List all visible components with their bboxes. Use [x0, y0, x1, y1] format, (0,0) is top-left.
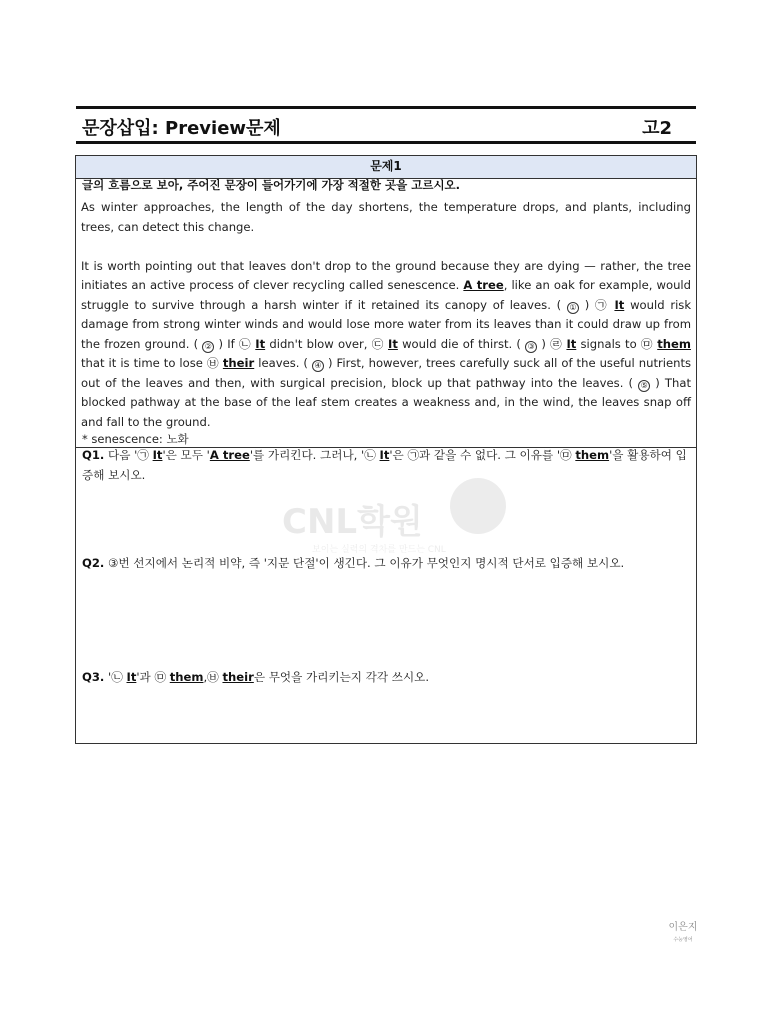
marker-c: ㉢	[371, 336, 384, 351]
underlined-their: their	[222, 356, 255, 370]
choice-1: ①	[567, 302, 579, 314]
underlined-them: them	[657, 336, 691, 351]
footnote: * senescence: 노화	[82, 432, 189, 446]
choice-2: ②	[202, 341, 214, 353]
marker-b: ㉡	[238, 336, 252, 351]
underlined-it-4: It	[566, 336, 577, 351]
marker-e: ㉤	[640, 336, 654, 351]
underlined-it-3: It	[388, 336, 398, 351]
problem-instruction: 글의 흐름으로 보아, 주어진 문장이 들어가기에 가장 적절한 곳을 고르시오.	[82, 178, 461, 192]
underlined-a-tree: A tree	[463, 278, 504, 292]
page-header	[76, 106, 696, 144]
question-3: Q3. '㉡ It'과 ㉤ them,㉥ their은 무엇을 가리키는지 각각 쓰시오.	[82, 670, 430, 684]
passage	[81, 198, 691, 432]
marker-f: ㉥	[206, 356, 219, 370]
marker-a: ㉠	[595, 297, 609, 312]
page-title: 문장삽입: Preview문제	[82, 118, 281, 139]
question-2: Q2. ③번 선지에서 논리적 비약, 즉 '지문 단절'이 생긴다. 그 이유가 무엇인지 명시적 단서로 입증해 보시오.	[82, 556, 625, 570]
question-number: Q2.	[82, 556, 105, 570]
question-1: Q1. 다음 '㉠ It'은 모두 'A tree'를 가리킨다. 그러나, '㉡ It'은 ㉠과 같을 수 없다. 그 이유를 '㉤ them'을 활용하여 입증해 보시오.	[82, 448, 687, 482]
passage-body: It is worth pointing out that leaves don't drop to the ground because they are dying — rather, the tree initiates an active process of clever recycling called senescence. A tree, like an oak for example, would struggle to survive through a harsh winter if it retained its canopy of leaves. ( ① ) ㉠ It would risk damage from strong winter winds and would lose more water from its leaves than it could draw up from the frozen ground. ( ② ) If ㉡ It didn't blow over, ㉢ It would die of thirst. ( ③ ) ㉣ It signals to ㉤ them that it is time to lose ㉥ their leaves. ( ④ ) First, however, trees carefully suck all of the useful nutrients out of the leaves and then, with surgical precision, block up that pathway into the leaves. ( ⑤ ) That blocked pathway at the base of the leaf stem creates a weakness and, in the wind, the leaves snap off and fall to the ground.	[81, 258, 692, 429]
watermark-slogan: 보이는 실력의 격차를 만드는 CNL	[312, 545, 446, 555]
problem-box	[75, 155, 697, 744]
choice-4: ④	[312, 360, 324, 372]
underlined-it-2: It	[255, 336, 266, 351]
problem-label: 문제1	[76, 156, 696, 179]
choice-3: ③	[525, 341, 537, 353]
given-sentence: As winter approaches, the length of the day shortens, the temperature drops, and plants, including trees, can detect this change.	[81, 200, 691, 234]
question-number: Q1.	[82, 448, 105, 462]
logo-text: 이은지	[668, 922, 698, 933]
underlined-it-1: It	[614, 297, 625, 312]
watermark-brand: CNL학원	[282, 502, 423, 542]
choice-5: ⑤	[638, 380, 650, 392]
question-number: Q3.	[82, 670, 105, 684]
logo-subtext: 수능영어	[673, 937, 693, 943]
grade-label: 고2	[642, 118, 672, 139]
footer-logo	[668, 922, 698, 958]
marker-d: ㉣	[550, 336, 563, 351]
